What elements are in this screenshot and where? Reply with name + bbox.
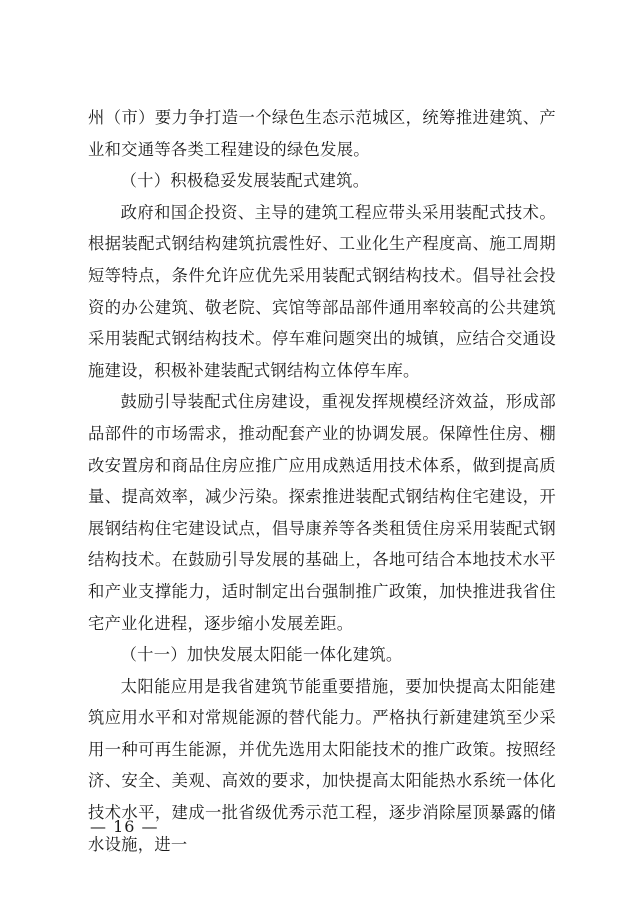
paragraph-prefab-government: 政府和国企投资、主导的建筑工程应带头采用装配式技术。根据装配式钢结构建筑抗震性好、工业化生产程度高、施工周期短等特点，条件允许应优先采用装配式钢结构技术。倡导社会投资的办公建筑、敬老院、宾馆等部品部件通用率较高的公共建筑采用装配式钢结构技术。停车难问题突出的城镇，应结合交通设施建设，积极补建装配式钢结构立体停车库。 [88,202,556,380]
page-number: — 16 — [90,817,159,836]
document-body [88,102,556,860]
paragraph-solar: 太阳能应用是我省建筑节能重要措施，要加快提高太阳能建筑应用水平和对常规能源的替代能力。严格执行新建建筑至少采用一种可再生能源，并优先选用太阳能技术的推广政策。按照经济、安全、美观、高效的要求，加快提高太阳能热水系统一体化技术水平，建成一批省级优秀示范工程，逐步消除屋顶暴露的储水设施，进一 [88,676,556,854]
paragraph-prefab-housing: 鼓励引导装配式住房建设，重视发挥规模经济效益，形成部品部件的市场需求，推动配套产业的协调发展。保障性住房、棚改安置房和商品住房应推广应用成熟适用技术体系，做到提高质量、提高效率，减少污染。探索推进装配式钢结构住宅建设，开展钢结构住宅建设试点，倡导康养等各类租赁住房采用装配式钢结构技术。在鼓励引导发展的基础上，各地可结合本地技术水平和产业支撑能力，适时制定出台强制推广政策，加快推进我省住宅产业化进程，逐步缩小发展差距。 [88,392,556,633]
paragraph-continuation: 州（市）要力争打造一个绿色生态示范城区，统筹推进建筑、产业和交通等各类工程建设的绿色发展。 [88,108,556,159]
section-heading-10: （十）积极稳妥发展装配式建筑。 [120,171,370,191]
section-heading-11: （十一）加快发展太阳能一体化建筑。 [120,645,403,665]
